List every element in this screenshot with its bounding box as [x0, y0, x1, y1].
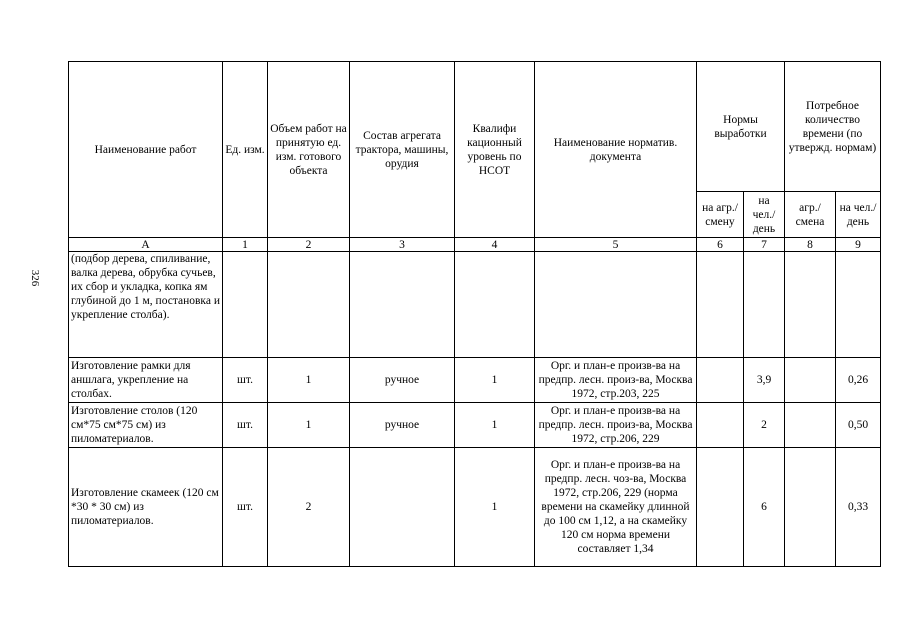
column-index: 9	[836, 238, 881, 252]
cell-norm-man: 2	[744, 403, 785, 448]
cell-document: Орг. и план-е произв-ва на предпр. лесн. чоз-ва, Москва 1972, стр.206, 229 (норма времени на скамейку длинной до 100 см 1,12, а на скамейку 120 см норма времени составляет 1,34	[535, 448, 697, 567]
cell-time-agr	[785, 403, 836, 448]
column-index: 1	[223, 238, 268, 252]
header-name: Наименование работ	[69, 62, 223, 238]
cell-time-man: 0,50	[836, 403, 881, 448]
header-norms-man: на чел./ день	[744, 192, 785, 238]
column-index: 2	[268, 238, 350, 252]
table-row	[69, 403, 881, 448]
table-row	[69, 252, 881, 358]
cell-composition: ручное	[350, 403, 455, 448]
cell-time-man: 0,26	[836, 358, 881, 403]
header-time-agr: агр./ смена	[785, 192, 836, 238]
header-volume: Объем работ на принятую ед. изм. готового объекта	[268, 62, 350, 238]
cell-document: Орг. и план-е произв-ва на предпр. лесн. произ-ва, Москва 1972, стр.203, 225	[535, 358, 697, 403]
cell-name: Изготовление рамки для аншлага, укрепление на столбах.	[69, 358, 223, 403]
header-time-man: на чел./ день	[836, 192, 881, 238]
cell-volume: 1	[268, 403, 350, 448]
cell-document: Орг. и план-е произв-ва на предпр. лесн. произ-ва, Москва 1972, стр.206, 229	[535, 403, 697, 448]
cell-unit: шт.	[223, 358, 268, 403]
cell-volume: 1	[268, 358, 350, 403]
page-number: 326	[29, 269, 41, 287]
column-index: 3	[350, 238, 455, 252]
cell-qualification: 1	[455, 403, 535, 448]
cell-unit: шт.	[223, 403, 268, 448]
header-qualification: Квалифи кационный уровень по НСОТ	[455, 62, 535, 238]
column-index: А	[69, 238, 223, 252]
column-index: 5	[535, 238, 697, 252]
cell-composition	[350, 448, 455, 567]
cell-volume	[268, 252, 350, 358]
header-unit: Ед. изм.	[223, 62, 268, 238]
header-norms: Нормы выработки	[697, 62, 785, 192]
column-index: 8	[785, 238, 836, 252]
header-time: Потребное количество времени (по утвержд. нормам)	[785, 62, 881, 192]
cell-qualification	[455, 252, 535, 358]
cell-time-agr	[785, 448, 836, 567]
header-norms-agr: на агр./ смену	[697, 192, 744, 238]
cell-name: Изготовление столов (120 см*75 см*75 см) из пиломатериалов.	[69, 403, 223, 448]
table-row	[69, 448, 881, 567]
column-index: 7	[744, 238, 785, 252]
cell-composition	[350, 252, 455, 358]
cell-norm-man	[744, 252, 785, 358]
cell-norm-agr	[697, 358, 744, 403]
cell-name: (подбор дерева, спиливание, валка дерева, обрубка сучьев, их сбор и укладка, копка ям глубиной до 1 м, постановка и укрепление столба).	[69, 252, 223, 358]
cell-unit: шт.	[223, 448, 268, 567]
cell-norm-agr	[697, 403, 744, 448]
cell-composition: ручное	[350, 358, 455, 403]
cell-name: Изготовление скамеек (120 см *30 * 30 см) из пиломатериалов.	[69, 448, 223, 567]
column-index: 4	[455, 238, 535, 252]
cell-norm-man: 6	[744, 448, 785, 567]
cell-document	[535, 252, 697, 358]
cell-unit	[223, 252, 268, 358]
cell-time-man	[836, 252, 881, 358]
cell-norm-agr	[697, 448, 744, 567]
column-index: 6	[697, 238, 744, 252]
header-document: Наименование норматив. документа	[535, 62, 697, 238]
work-norms-table	[68, 61, 881, 567]
cell-qualification: 1	[455, 448, 535, 567]
cell-qualification: 1	[455, 358, 535, 403]
cell-norm-agr	[697, 252, 744, 358]
cell-volume: 2	[268, 448, 350, 567]
header-composition: Состав агрегата трактора, машины, орудия	[350, 62, 455, 238]
cell-time-man: 0,33	[836, 448, 881, 567]
column-index-row	[69, 238, 881, 252]
cell-time-agr	[785, 252, 836, 358]
table-row	[69, 358, 881, 403]
cell-time-agr	[785, 358, 836, 403]
cell-norm-man: 3,9	[744, 358, 785, 403]
